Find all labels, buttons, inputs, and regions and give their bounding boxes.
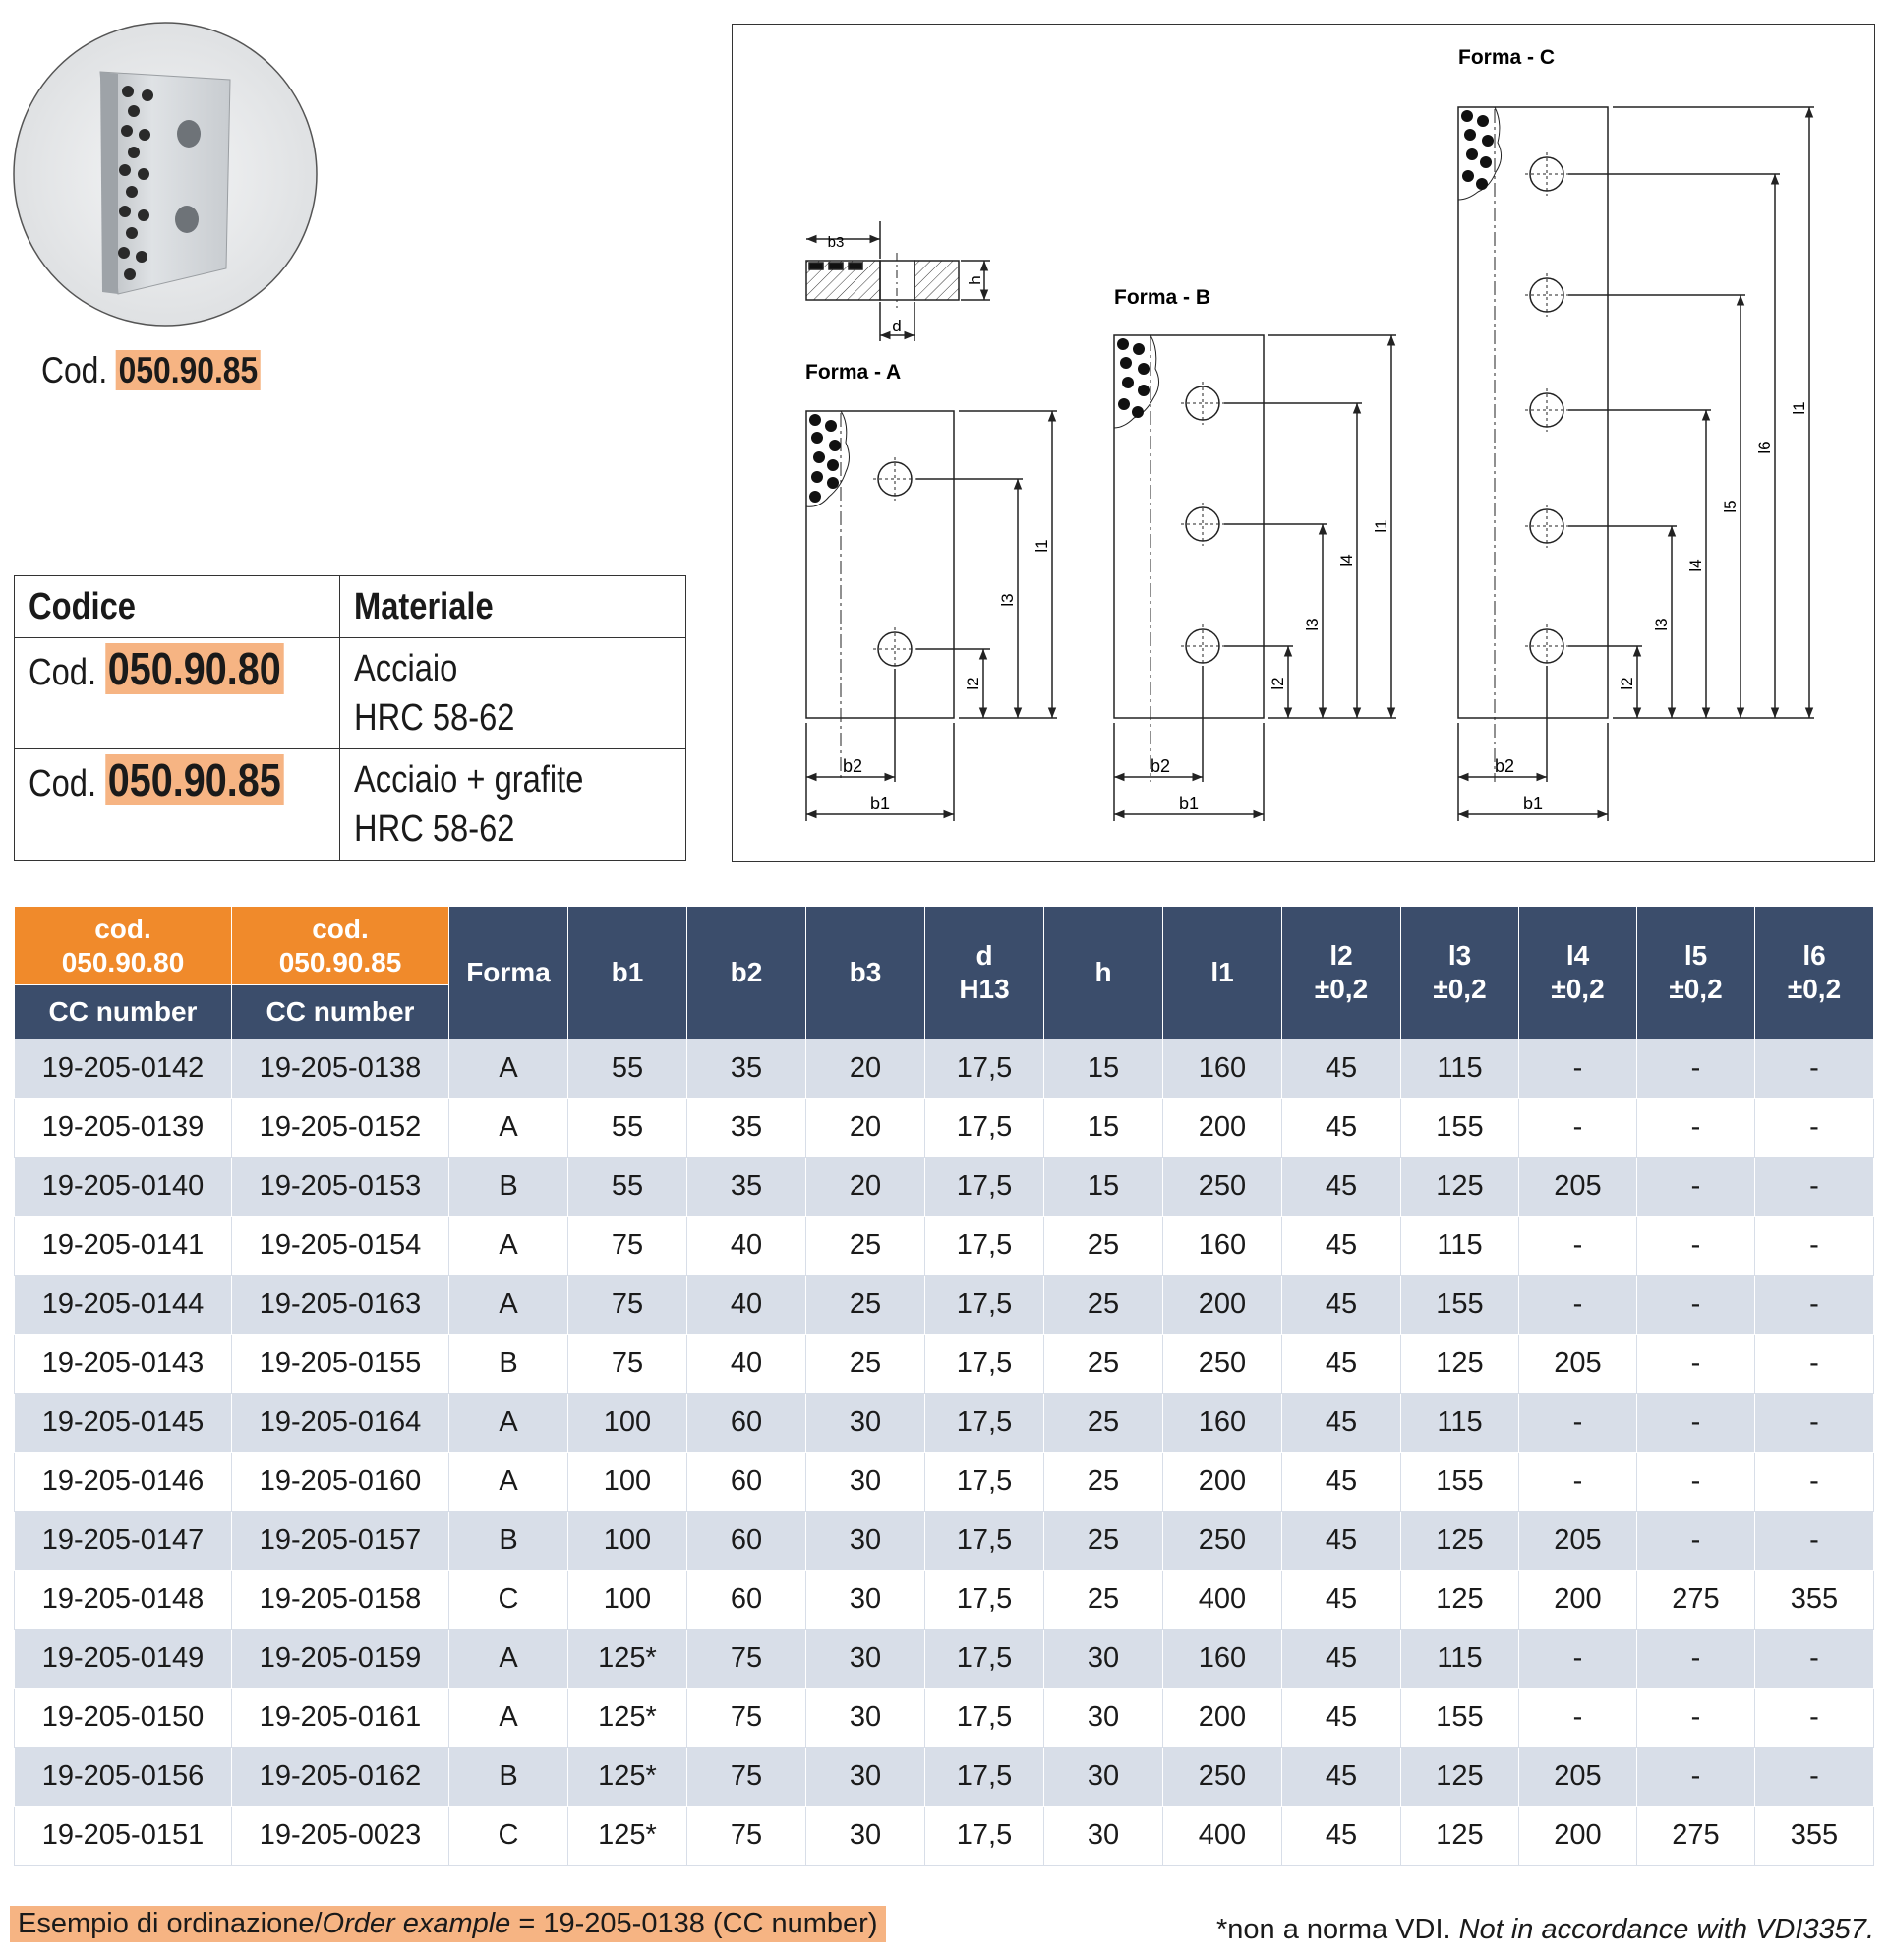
table-cell: 205 (1519, 1158, 1637, 1217)
table-cell: 45 (1282, 1630, 1401, 1689)
table-cell: - (1755, 1394, 1874, 1453)
table-cell: 400 (1163, 1571, 1282, 1630)
table-row (15, 1748, 1874, 1807)
table-cell: 25 (1044, 1571, 1163, 1630)
table-cell: 19-205-0142 (15, 1039, 232, 1099)
table-cell: 25 (1044, 1335, 1163, 1394)
table-cell: 15 (1044, 1158, 1163, 1217)
table-row (15, 1158, 1874, 1217)
table-cell: - (1637, 1335, 1755, 1394)
table-cell: 75 (568, 1217, 687, 1276)
table-cell: 19-205-0144 (15, 1276, 232, 1335)
header-l6: l6 ±0,2 (1755, 907, 1874, 1039)
table-cell: 19-205-0159 (232, 1630, 449, 1689)
table-cell: 200 (1163, 1276, 1282, 1335)
table-cell: 155 (1401, 1453, 1519, 1512)
material-header-code: Codice (15, 576, 340, 638)
forma-a-l2: l2 (964, 677, 982, 690)
table-cell: 19-205-0162 (232, 1748, 449, 1807)
material-code: 050.90.85 (105, 754, 283, 805)
table-cell: B (449, 1748, 568, 1807)
table-cell: 100 (568, 1512, 687, 1571)
table-cell: 125 (1401, 1571, 1519, 1630)
table-cell: 17,5 (925, 1512, 1044, 1571)
table-cell: 30 (1044, 1630, 1163, 1689)
table-cell: 19-205-0148 (15, 1571, 232, 1630)
table-row (15, 1099, 1874, 1158)
forma-a-label: Forma - A (805, 361, 902, 384)
table-row (15, 1394, 1874, 1453)
dim-d: d (892, 317, 902, 335)
table-cell: 75 (568, 1335, 687, 1394)
forma-b-l4: l4 (1337, 554, 1356, 567)
table-cell: 15 (1044, 1099, 1163, 1158)
table-cell: A (449, 1453, 568, 1512)
table-cell: 250 (1163, 1158, 1282, 1217)
table-cell: 45 (1282, 1748, 1401, 1807)
table-cell: C (449, 1807, 568, 1866)
forma-a-b1: b1 (869, 794, 891, 813)
order-example: Esempio di ordinazione/Order example = 19-205-0138 (CC number) (10, 1906, 886, 1942)
forma-a-l3: l3 (998, 593, 1017, 607)
table-cell: 60 (687, 1571, 806, 1630)
forma-c-b2: b2 (1494, 756, 1515, 776)
table-cell: 200 (1163, 1689, 1282, 1748)
header-d: d H13 (925, 907, 1044, 1039)
table-row (15, 1630, 1874, 1689)
table-cell: A (449, 1630, 568, 1689)
header-b2: b2 (687, 907, 806, 1039)
table-cell: 19-205-0149 (15, 1630, 232, 1689)
table-cell: B (449, 1158, 568, 1217)
table-cell: 125 (1401, 1335, 1519, 1394)
forma-b-label: Forma - B (1114, 286, 1211, 309)
table-cell: 45 (1282, 1571, 1401, 1630)
table-cell: 19-205-0158 (232, 1571, 449, 1630)
table-cell: 19-205-0152 (232, 1099, 449, 1158)
table-cell: - (1755, 1748, 1874, 1807)
table-cell: 17,5 (925, 1276, 1044, 1335)
table-cell: 205 (1519, 1748, 1637, 1807)
table-cell: - (1755, 1512, 1874, 1571)
table-cell: 125 (1401, 1807, 1519, 1866)
table-cell: 25 (1044, 1512, 1163, 1571)
table-row (15, 1512, 1874, 1571)
table-cell: 250 (1163, 1335, 1282, 1394)
table-cell: 19-205-0023 (232, 1807, 449, 1866)
table-cell: 55 (568, 1158, 687, 1217)
header-b1: b1 (568, 907, 687, 1039)
table-cell: 17,5 (925, 1039, 1044, 1099)
table-cell: 19-205-0153 (232, 1158, 449, 1217)
table-cell: 19-205-0154 (232, 1217, 449, 1276)
table-cell: 17,5 (925, 1099, 1044, 1158)
table-cell: 35 (687, 1039, 806, 1099)
forma-c-drawing (1458, 107, 1814, 821)
table-cell: 30 (806, 1630, 925, 1689)
table-cell: - (1519, 1276, 1637, 1335)
table-cell: - (1637, 1453, 1755, 1512)
table-cell: - (1637, 1748, 1755, 1807)
table-cell: 75 (687, 1689, 806, 1748)
table-cell: 19-205-0161 (232, 1689, 449, 1748)
forma-c-l5: l5 (1721, 500, 1740, 513)
table-cell: - (1755, 1335, 1874, 1394)
table-cell: 125* (568, 1748, 687, 1807)
dim-h: h (966, 275, 984, 285)
table-cell: 160 (1163, 1394, 1282, 1453)
header-l5: l5 ±0,2 (1637, 907, 1755, 1039)
forma-c-label: Forma - C (1458, 46, 1556, 69)
table-row (15, 1453, 1874, 1512)
table-cell: 200 (1519, 1571, 1637, 1630)
table-cell: - (1755, 1158, 1874, 1217)
table-cell: 19-205-0156 (15, 1748, 232, 1807)
forma-a-b2: b2 (842, 756, 863, 776)
table-cell: 55 (568, 1039, 687, 1099)
material-header-material: Materiale (339, 576, 686, 638)
table-cell: 19-205-0164 (232, 1394, 449, 1453)
table-cell: 17,5 (925, 1689, 1044, 1748)
table-row (15, 1807, 1874, 1866)
table-row (15, 1039, 1874, 1099)
table-cell: 60 (687, 1394, 806, 1453)
table-cell: - (1755, 1217, 1874, 1276)
table-cell: 45 (1282, 1276, 1401, 1335)
table-cell: - (1519, 1630, 1637, 1689)
table-cell: - (1755, 1630, 1874, 1689)
table-cell: 45 (1282, 1807, 1401, 1866)
table-cell: 250 (1163, 1512, 1282, 1571)
header-forma: Forma (449, 907, 568, 1039)
table-cell: 19-205-0143 (15, 1335, 232, 1394)
table-row (15, 1276, 1874, 1335)
table-cell: 17,5 (925, 1630, 1044, 1689)
table-cell: 55 (568, 1099, 687, 1158)
table-cell: 40 (687, 1217, 806, 1276)
table-cell: 30 (806, 1394, 925, 1453)
table-cell: 40 (687, 1276, 806, 1335)
header-cc-number-2: CC number (232, 985, 449, 1039)
forma-c-b1: b1 (1522, 794, 1544, 813)
table-cell: 17,5 (925, 1453, 1044, 1512)
table-cell: - (1637, 1217, 1755, 1276)
table-cell: - (1519, 1217, 1637, 1276)
forma-b-b2: b2 (1150, 756, 1171, 776)
header-cod-2: cod. 050.90.85 (232, 907, 449, 985)
table-cell: 17,5 (925, 1571, 1044, 1630)
table-cell: C (449, 1571, 568, 1630)
table-cell: 45 (1282, 1039, 1401, 1099)
table-cell: 35 (687, 1099, 806, 1158)
material-code: 050.90.80 (105, 643, 283, 694)
forma-b-l1: l1 (1372, 519, 1390, 533)
table-cell: 160 (1163, 1630, 1282, 1689)
table-cell: A (449, 1689, 568, 1748)
table-cell: - (1755, 1099, 1874, 1158)
table-cell: 100 (568, 1571, 687, 1630)
table-cell: - (1755, 1276, 1874, 1335)
table-cell: 15 (1044, 1039, 1163, 1099)
material-row: Cod. 050.90.85 Acciaio + grafite HRC 58-62 (15, 749, 686, 861)
table-cell: 19-205-0139 (15, 1099, 232, 1158)
table-cell: 25 (1044, 1453, 1163, 1512)
table-cell: 25 (806, 1335, 925, 1394)
table-cell: 205 (1519, 1512, 1637, 1571)
table-cell: 30 (1044, 1689, 1163, 1748)
product-code-label: Cod. 050.90.85 (41, 350, 261, 391)
table-cell: 125* (568, 1630, 687, 1689)
forma-a-l1: l1 (1032, 539, 1051, 553)
table-cell: B (449, 1512, 568, 1571)
table-cell: 125 (1401, 1748, 1519, 1807)
table-row (15, 1571, 1874, 1630)
table-cell: 100 (568, 1453, 687, 1512)
table-cell: 115 (1401, 1039, 1519, 1099)
table-cell: - (1519, 1039, 1637, 1099)
table-cell: 200 (1163, 1453, 1282, 1512)
header-b3: b3 (806, 907, 925, 1039)
table-cell: 17,5 (925, 1217, 1044, 1276)
table-cell: 30 (806, 1512, 925, 1571)
table-cell: 45 (1282, 1453, 1401, 1512)
table-cell: 25 (1044, 1276, 1163, 1335)
table-cell: B (449, 1335, 568, 1394)
table-cell: - (1637, 1276, 1755, 1335)
forma-b-drawing (1114, 335, 1396, 821)
forma-c-l3: l3 (1652, 618, 1671, 631)
header-cc-number-1: CC number (15, 985, 232, 1039)
table-cell: 19-205-0155 (232, 1335, 449, 1394)
table-cell: 19-205-0147 (15, 1512, 232, 1571)
vdi-note: *non a norma VDI. Not in accordance with VDI3357. (1216, 1914, 1874, 1945)
header-l1: l1 (1163, 907, 1282, 1039)
table-cell: 75 (687, 1748, 806, 1807)
table-cell: 115 (1401, 1217, 1519, 1276)
forma-c-l2: l2 (1618, 677, 1636, 690)
table-cell: 40 (687, 1335, 806, 1394)
table-cell: 60 (687, 1453, 806, 1512)
table-cell: 30 (806, 1748, 925, 1807)
table-cell: 30 (806, 1571, 925, 1630)
table-cell: 19-205-0150 (15, 1689, 232, 1748)
table-row (15, 1335, 1874, 1394)
table-cell: 19-205-0151 (15, 1807, 232, 1866)
table-cell: 355 (1755, 1807, 1874, 1866)
table-cell: 25 (806, 1276, 925, 1335)
table-cell: - (1755, 1453, 1874, 1512)
forma-b-l3: l3 (1303, 618, 1322, 631)
table-cell: 30 (806, 1807, 925, 1866)
table-cell: 25 (1044, 1217, 1163, 1276)
table-cell: 45 (1282, 1217, 1401, 1276)
table-cell: 60 (687, 1512, 806, 1571)
table-cell: 19-205-0140 (15, 1158, 232, 1217)
dimensions-table (14, 906, 1874, 1866)
table-cell: - (1519, 1453, 1637, 1512)
table-cell: 45 (1282, 1394, 1401, 1453)
table-cell: - (1519, 1689, 1637, 1748)
technical-drawing (732, 24, 1875, 862)
table-row (15, 1217, 1874, 1276)
table-cell: A (449, 1039, 568, 1099)
table-cell: 200 (1519, 1807, 1637, 1866)
table-cell: 19-205-0160 (232, 1453, 449, 1512)
table-cell: - (1637, 1630, 1755, 1689)
table-cell: 17,5 (925, 1748, 1044, 1807)
table-cell: 125 (1401, 1512, 1519, 1571)
table-cell: - (1519, 1394, 1637, 1453)
forma-c-l4: l4 (1686, 559, 1705, 572)
table-cell: 400 (1163, 1807, 1282, 1866)
table-cell: 19-205-0157 (232, 1512, 449, 1571)
header-h: h (1044, 907, 1163, 1039)
table-cell: 75 (687, 1807, 806, 1866)
table-cell: 45 (1282, 1689, 1401, 1748)
table-cell: 19-205-0141 (15, 1217, 232, 1276)
table-cell: - (1637, 1158, 1755, 1217)
material-table (14, 575, 686, 861)
table-cell: 30 (1044, 1748, 1163, 1807)
table-cell: 100 (568, 1394, 687, 1453)
table-cell: 160 (1163, 1039, 1282, 1099)
table-cell: 25 (806, 1217, 925, 1276)
header-l4: l4 ±0,2 (1519, 907, 1637, 1039)
forma-c-l6: l6 (1755, 441, 1774, 454)
table-cell: 30 (806, 1453, 925, 1512)
table-cell: 155 (1401, 1276, 1519, 1335)
material-row: Cod. 050.90.80 Acciaio HRC 58-62 (15, 638, 686, 749)
table-cell: A (449, 1394, 568, 1453)
header-cod-1: cod. 050.90.80 (15, 907, 232, 985)
table-cell: 125* (568, 1689, 687, 1748)
forma-b-b1: b1 (1178, 794, 1200, 813)
table-cell: - (1637, 1512, 1755, 1571)
table-cell: 20 (806, 1158, 925, 1217)
header-l3: l3 ±0,2 (1401, 907, 1519, 1039)
dim-b3: b3 (827, 234, 845, 251)
table-cell: 125* (568, 1807, 687, 1866)
table-cell: 17,5 (925, 1158, 1044, 1217)
table-cell: 35 (687, 1158, 806, 1217)
table-cell: 115 (1401, 1630, 1519, 1689)
table-row (15, 1689, 1874, 1748)
table-cell: 30 (1044, 1807, 1163, 1866)
table-cell: - (1519, 1099, 1637, 1158)
table-cell: 30 (806, 1689, 925, 1748)
table-cell: 355 (1755, 1571, 1874, 1630)
table-cell: 275 (1637, 1571, 1755, 1630)
table-cell: - (1755, 1039, 1874, 1099)
table-cell: A (449, 1276, 568, 1335)
table-cell: - (1637, 1394, 1755, 1453)
table-cell: 19-205-0163 (232, 1276, 449, 1335)
table-cell: 160 (1163, 1217, 1282, 1276)
table-cell: 155 (1401, 1099, 1519, 1158)
table-cell: A (449, 1099, 568, 1158)
table-cell: - (1637, 1099, 1755, 1158)
table-cell: 19-205-0138 (232, 1039, 449, 1099)
forma-b-l2: l2 (1268, 677, 1287, 690)
table-cell: 45 (1282, 1512, 1401, 1571)
table-cell: 45 (1282, 1099, 1401, 1158)
table-cell: 275 (1637, 1807, 1755, 1866)
table-cell: 45 (1282, 1335, 1401, 1394)
table-cell: 17,5 (925, 1807, 1044, 1866)
table-cell: - (1637, 1689, 1755, 1748)
table-cell: 115 (1401, 1394, 1519, 1453)
table-cell: 19-205-0146 (15, 1453, 232, 1512)
forma-c-l1: l1 (1790, 401, 1808, 415)
product-code: 050.90.85 (116, 350, 261, 390)
table-cell: 20 (806, 1099, 925, 1158)
product-photo (12, 21, 319, 327)
table-cell: 205 (1519, 1335, 1637, 1394)
table-cell: 17,5 (925, 1335, 1044, 1394)
table-cell: 75 (687, 1630, 806, 1689)
table-cell: 25 (1044, 1394, 1163, 1453)
table-cell: - (1755, 1689, 1874, 1748)
table-cell: A (449, 1217, 568, 1276)
table-cell: - (1637, 1039, 1755, 1099)
table-cell: 75 (568, 1276, 687, 1335)
table-cell: 17,5 (925, 1394, 1044, 1453)
table-cell: 20 (806, 1039, 925, 1099)
table-cell: 125 (1401, 1158, 1519, 1217)
table-cell: 45 (1282, 1158, 1401, 1217)
header-l2: l2 ±0,2 (1282, 907, 1401, 1039)
table-cell: 200 (1163, 1099, 1282, 1158)
table-cell: 155 (1401, 1689, 1519, 1748)
table-cell: 19-205-0145 (15, 1394, 232, 1453)
table-cell: 250 (1163, 1748, 1282, 1807)
